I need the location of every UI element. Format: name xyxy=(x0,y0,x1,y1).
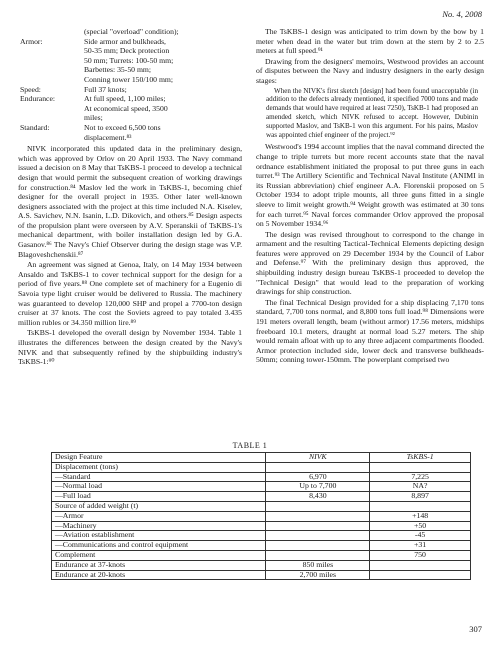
tskbs-cell xyxy=(370,570,471,580)
nivk-cell: 2,700 miles xyxy=(266,570,370,580)
spec-value: Full 37 knots; xyxy=(84,84,127,94)
spec-value: At economical speed, 3500 xyxy=(84,103,168,113)
tskbs-cell: NA? xyxy=(370,482,471,492)
table-row xyxy=(52,482,471,492)
spec-value: At full speed, 1,100 miles; xyxy=(84,94,166,104)
feature-cell: —Full load xyxy=(52,492,266,502)
spec-label xyxy=(18,46,84,56)
spec-value: Side armor and bulkheads, xyxy=(84,36,166,46)
page-number: 307 xyxy=(469,624,482,634)
tskbs-cell: 7,225 xyxy=(370,472,471,482)
spec-label xyxy=(18,65,84,75)
issue-label: No. 4, 2008 xyxy=(442,9,482,19)
tskbs-cell: -45 xyxy=(370,531,471,541)
tskbs-cell: 8,897 xyxy=(370,492,471,502)
nivk-cell xyxy=(266,462,370,472)
tskbs-cell: 750 xyxy=(370,550,471,560)
spec-value: displacement.⁸³ xyxy=(84,132,132,142)
tskbs-cell: +148 xyxy=(370,511,471,521)
header-cell: Design Feature xyxy=(52,453,266,463)
tskbs-cell: +50 xyxy=(370,521,471,531)
table-row xyxy=(52,462,471,472)
spec-label: Endurance: xyxy=(20,94,56,104)
body-paragraph: Westwood's 1994 account implies that the naval command directed the change to triple turrets but more recent accounts state that the naval ordnance establishment initiated the proposal to put three guns in each turret.⁹³ The Artillery Scientific and Technical Naval Institute (ANIMI in its Russian abbreviation) chief engineer A.A. Florenskii proposed on 5 October 1934 to adopt triple mounts, all three guns fitted in a single sleeve to limit weight growth.⁹⁴ Weight growth was estimated at 30 tons for each turret.⁹⁵ Naval forces commander Orlov approved the proposal on 5 November 1934.⁹⁶ xyxy=(256,142,484,229)
right-column xyxy=(256,27,484,366)
spec-label: Armor: xyxy=(20,36,43,46)
nivk-cell xyxy=(266,550,370,560)
body-paragraph: NIVK incorporated this updated data in the preliminary design, which was approved by Orlov on 20 April 1933. The Navy command issued a decision on 8 May that TsKBS-1 proceed to develop a technical design that would permit the subsequent creation of working drawings for construction.⁸⁴ Maslov led the work in TsKBS-1, becoming chief designer for the overall project in 1935. Other later well-known designers associated with the project at this time included N.A. Kiselev, A.S. Savichev, N.N. Isanin, L.D. Dikovich, and others.⁸⁵ Design aspects of the propulsion plant were overseen by A.V. Speranskii of TsKBS-1's mechanical department, with boiler installation design led by G.A. Gasanov.⁸⁶ The Navy's Chief Observer during the design stage was V.P. Blagoveshchenskii.⁸⁷ xyxy=(18,144,242,259)
left-column xyxy=(18,27,242,368)
spec-label xyxy=(18,104,84,114)
spec-label xyxy=(18,75,84,85)
table-row xyxy=(52,501,471,511)
nivk-cell xyxy=(266,511,370,521)
body-paragraph: TsKBS-1 developed the overall design by November 1934. Table 1 illustrates the differences between the design created by the Navy's NIVK and that subsequently refined by the shipbuilding industry's TsKBS-1:⁹⁰ xyxy=(18,328,242,367)
spec-label xyxy=(18,113,84,123)
body-paragraph: The design was revised throughout to correspond to the change in armament and the resulting Tactical-Technical Elements depicting design features were approved on 29 December 1934 by the Council of Labor and Defense.⁹⁷ With the preliminary design thus approved, the shipbuilding industry design bureau TsKBS-1 proceeded to develop the "Technical Design" that would lead to the preparation of working drawings for ship construction. xyxy=(256,229,484,297)
specifications-list xyxy=(18,27,242,142)
nivk-cell xyxy=(266,541,370,551)
design-comparison-table xyxy=(51,452,471,580)
feature-cell: Displacement (tons) xyxy=(52,462,266,472)
table-row xyxy=(52,550,471,560)
nivk-cell xyxy=(266,501,370,511)
spec-label: Speed: xyxy=(20,84,41,94)
spec-value: (special "overload" condition); xyxy=(84,27,179,36)
table-row xyxy=(52,541,471,551)
nivk-cell xyxy=(266,521,370,531)
table-row xyxy=(52,531,471,541)
spec-label: Standard: xyxy=(20,122,50,132)
body-paragraph: An agreement was signed at Genoa, Italy, on 14 May 1934 between Ansaldo and TsKBS-1 to cover technical support for the design for a period of five years.⁸⁸ One complete set of machinery for a Eugenio di Savoia type light cruiser would be delivered to Russia. The machinery was guaranteed to develop 120,000 SHP and propel a 7700-ton design cruiser at 37 knots. The cost the Soviets agreed to pay totaled 3.435 million rubles or 34.350 million lire.⁸⁹ xyxy=(18,260,242,327)
spec-value: Barbettes: 35-50 mm; xyxy=(84,65,152,75)
table-header-row xyxy=(52,453,471,463)
feature-cell: —Armor xyxy=(52,511,266,521)
feature-cell: Endurance at 37-knots xyxy=(52,560,266,570)
spec-value: Conning tower 150/100 mm; xyxy=(84,74,174,84)
spec-value: Not to exceed 6,500 tons xyxy=(84,122,161,132)
feature-cell: —Communications and control equipment xyxy=(52,541,266,551)
table-title: TABLE 1 xyxy=(232,441,268,450)
nivk-cell: 850 miles xyxy=(266,560,370,570)
quote-text: When the NIVK's first sketch [design] had been found unacceptable (in addition to the defects already mentioned, it specified 7000 tons and made demands that would have required at least 7250), TsKB-1 had proposed an amended sketch, which NIVK refused to accept. However, Dubinin supported Maslov, and TsKB-1 won this argument. For his pains, Maslov was appointed chief engineer of the project.⁹² xyxy=(266,86,478,139)
spec-label xyxy=(18,27,84,37)
table-row xyxy=(52,560,471,570)
table-row xyxy=(52,492,471,502)
feature-cell: Source of added weight (t) xyxy=(52,501,266,511)
body-paragraph: Drawing from the designers' memoirs, Westwood provides an account of disputes between the Navy and industry designers in the early design stages: xyxy=(256,56,484,85)
feature-cell: Complement xyxy=(52,550,266,560)
feature-cell: —Normal load xyxy=(52,482,266,492)
spec-label xyxy=(18,133,84,143)
tskbs-cell: +31 xyxy=(370,541,471,551)
spec-label xyxy=(18,56,84,66)
tskbs-cell xyxy=(370,560,471,570)
spec-value: 50-35 mm; Deck protection xyxy=(84,46,170,56)
table-row xyxy=(52,570,471,580)
table-row xyxy=(52,472,471,482)
spec-value: 50 mm; Turrets: 100-50 mm; xyxy=(84,55,174,65)
header-cell: TsKBS-1 xyxy=(370,453,471,463)
feature-cell: —Standard xyxy=(52,472,266,482)
feature-cell: —Aviation establishment xyxy=(52,531,266,541)
table-row xyxy=(52,511,471,521)
nivk-cell: 6,970 xyxy=(266,472,370,482)
feature-cell: Endurance at 20-knots xyxy=(52,570,266,580)
tskbs-cell xyxy=(370,501,471,511)
block-quote xyxy=(266,87,478,140)
feature-cell: —Machinery xyxy=(52,521,266,531)
tskbs-cell xyxy=(370,462,471,472)
nivk-cell xyxy=(266,531,370,541)
table-row xyxy=(52,521,471,531)
body-paragraph: The final Technical Design provided for a ship displacing 7,170 tons standard, 7,700 tons normal, and 8,800 tons full load.⁹⁸ Dimensions were 191 meters overall length, beam (without armor) 17.56 meters, midships freeboard 10.1 meters, draught at normal load 5.27 meters. The ship would remain afloat with up to any three adjacent compartments flooded. Armor protection included side, lower deck and transverse bulkheads-50mm; conning tower-150mm. The powerplant comprised two xyxy=(256,297,484,365)
nivk-cell: Up to 7,700 xyxy=(266,482,370,492)
header-cell: NIVK xyxy=(266,453,370,463)
body-paragraph: The TsKBS-1 design was anticipated to trim down by the bow by 1 meter when dead in the water but trim down at the stern by 2 to 2.5 meters at full speed.⁹¹ xyxy=(256,27,484,56)
nivk-cell: 8,430 xyxy=(266,492,370,502)
spec-value: miles; xyxy=(84,113,103,123)
